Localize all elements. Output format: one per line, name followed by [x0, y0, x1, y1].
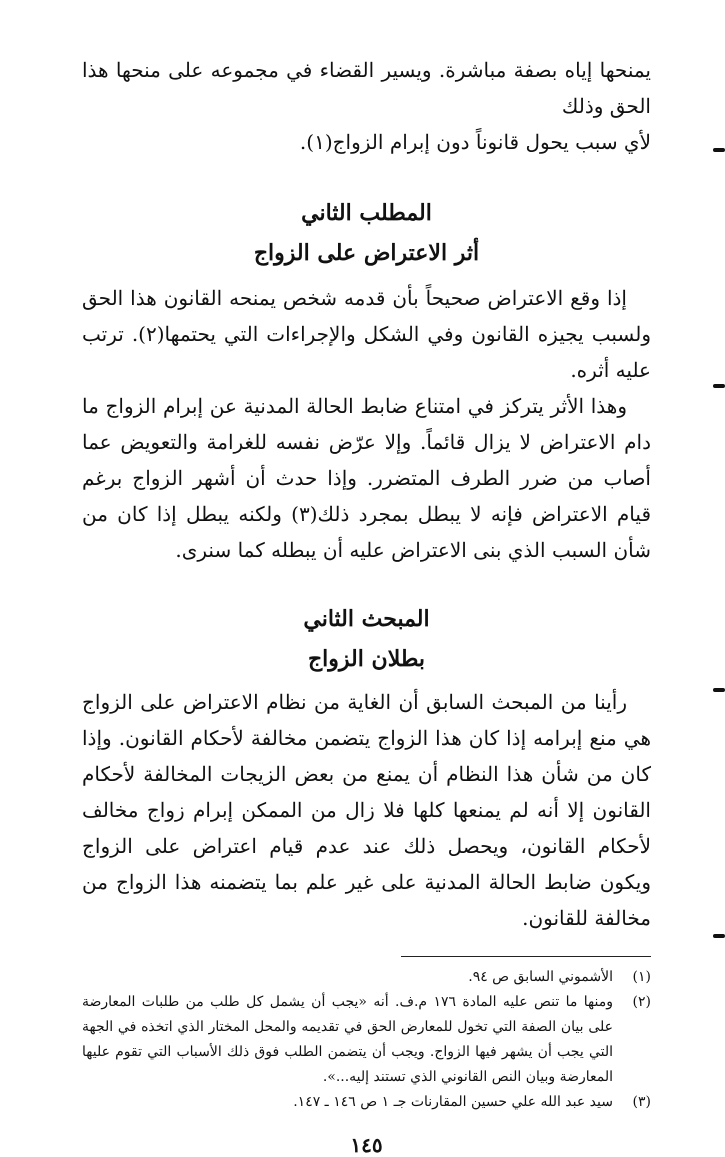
footnotes [82, 965, 651, 1115]
section1-paragraph-1: إذا وقع الاعتراض صحيحاً بأن قدمه شخص يمنحه القانون هذا الحق ولسبب يجيزه القانون وفي الشكل والإجراءات التي يحتمها(٢). ترتب عليه أثره. [82, 286, 651, 382]
section1-paragraph-2: وهذا الأثر يتركز في امتناع ضابط الحالة المدنية عن إبرام الزواج ما دام الاعتراض لا يزال قائماً. وإلا عرّض نفسه للغرامة والتعويض عما أصاب من ضرر الطرف المتضرر. وإذا حدث أن أشهر الزواج برغم قيام الاعتراض فإنه لا يبطل بمجرد ذلك(٣) ولكنه يبطل إذا كان من شأن السبب الذي بنى الاعتراض عليه أن يبطله كما سنرى. [82, 394, 651, 562]
intro-paragraph [82, 52, 651, 160]
footnote-3 [82, 1090, 651, 1115]
margin-mark [713, 148, 725, 152]
footnote-text: الأشموني السابق ص ٩٤. [468, 969, 613, 985]
footnote-1 [82, 965, 651, 990]
page-number: ١٤٥ [350, 1133, 383, 1157]
footnote-number: (١) [632, 969, 651, 985]
footnote-divider [401, 956, 651, 957]
margin-mark [713, 934, 725, 938]
intro-line-1: يمنحها إياه بصفة مباشرة. ويسير القضاء في مجموعه على منحها هذا الحق وذلك [82, 58, 651, 118]
section1-body [82, 280, 651, 568]
footnote-number: (٣) [632, 1094, 651, 1110]
section1-title: المطلب الثاني [301, 200, 432, 226]
section2-subtitle: بطلان الزواج [307, 646, 425, 672]
footnote-number: (٢) [632, 994, 651, 1010]
section2-paragraph-1: رأينا من المبحث السابق أن الغاية من نظام الاعتراض على الزواج هي منع إبرامه إذا كان هذا الزواج يتضمن مخالفة لأحكام القانون. وإذا كان من شأن هذا النظام أن يمنع من بعض الزيجات المخالفة لأحكام القانون إلا أنه لم يمنعها كلها فلا زال من الممكن إبرام زواج مخالف لأحكام القانون، ويحصل ذلك عند عدم قيام اعتراض على الزواج ويكون ضابط الحالة المدنية على غير علم بما يتضمنه هذا الزواج من مخالفة للقانون. [82, 690, 651, 930]
intro-line-2: لأي سبب يحول قانوناً دون إبرام الزواج(١). [299, 130, 651, 154]
section1-subtitle: أثر الاعتراض على الزواج [253, 240, 480, 266]
footnote-text: سيد عبد الله علي حسين المقارنات جـ ١ ص ١٤٦ ـ ١٤٧. [293, 1094, 613, 1110]
margin-mark [713, 384, 725, 388]
section2-title: المبحث الثاني [303, 606, 430, 632]
footnote-text: ومنها ما تنص عليه المادة ١٧٦ م.ف. أنه «يجب أن يشمل كل طلب من طلبات المعارضة على بيان الصفة التي تخول للمعارض الحق في تقديمه والمحل المختار الذي اتخذه في الجهة التي يجب أن يشهر فيها الزواج. ويجب أن يتضمن الطلب فوق ذلك الأسباب التي تقوم عليها المعارضة وبيان النص القانوني الذي تستند إليه...». [82, 994, 613, 1085]
footnote-2 [82, 990, 651, 1090]
margin-mark [713, 688, 725, 692]
section2-body [82, 684, 651, 936]
